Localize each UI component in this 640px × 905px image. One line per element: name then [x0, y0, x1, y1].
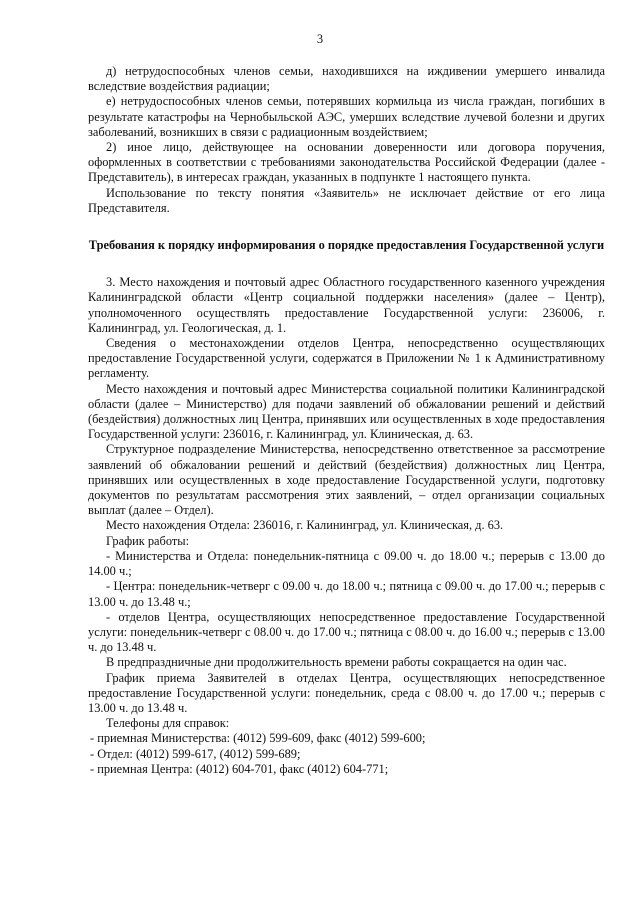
- paragraph-schedule-title: График работы:: [106, 533, 190, 548]
- phone-line: - Отдел: (4012) 599-617, (4012) 599-689;: [90, 746, 301, 761]
- paragraph-schedule-center: - Центра: понедельник-четверг с 09.00 ч. до 18.00 ч.; пятница с 09.00 ч. до 17.00 ч.; перерыв с 13.00 ч. до 13.48 ч.;: [88, 579, 605, 609]
- section-heading: Требования к порядку информирования о порядке предоставления Государственной услуги: [88, 238, 605, 253]
- document-body: [88, 64, 605, 777]
- paragraph-2: 2) иное лицо, действующее на основании доверенности или договора поручения, оформленных в соответствии с требованиями законодательства Российской Федерации (далее - Представитель), в интересах граждан, указанных в подпункте 1 настоящего пункта.: [88, 140, 605, 185]
- page-number: 3: [316, 32, 324, 46]
- phone-line: - приемная Министерства: (4012) 599-609, факс (4012) 599-600;: [90, 731, 426, 746]
- paragraph-phones-title: Телефоны для справок:: [106, 716, 230, 731]
- paragraph-svedeniya: Сведения о местонахождении отделов Центра, непосредственно осуществляющих предоставление Государственной услуги, содержатся в Приложении № 1 к Административному регламенту.: [88, 336, 605, 381]
- phone-line: - приемная Центра: (4012) 604-701, факс (4012) 604-771;: [90, 761, 389, 776]
- paragraph-otdel: Структурное подразделение Министерства, непосредственно ответственное за рассмотрение заявлений об обжаловании решений и действий (бездействия) должностных лиц Центра, принявших или осуществленных в ходе предоставление Государственной услуги, подготовку документов по результатам рассмотрения этих заявлений, – отдел организации социальных выплат (далее – Отдел).: [88, 442, 605, 518]
- paragraph-schedule-ministry: - Министерства и Отдела: понедельник-пятница с 09.00 ч. до 18.00 ч.; перерыв с 13.00 до 14.00 ч.;: [88, 548, 605, 579]
- paragraph-holiday: В предпраздничные дни продолжительность времени работы сокращается на один час.: [106, 655, 567, 670]
- paragraph-usage: Использование по тексту понятия «Заявитель» не исключает действие от его лица Представителя.: [88, 185, 605, 215]
- paragraph-otdel-address: Место нахождения Отдела: 236016, г. Калининград, ул. Клиническая, д. 63.: [106, 518, 504, 533]
- paragraph-e: е) нетрудоспособных членов семьи, потерявших кормильца из числа граждан, погибших в результате катастрофы на Чернобыльской АЭС, умерших вследствие лучевой болезни и других заболеваний, возникших в связи с радиационным воздействием;: [88, 94, 605, 139]
- paragraph-3: 3. Место нахождения и почтовый адрес Областного государственного казенного учреждения Калининградской области «Центр социальной поддержки населения» (далее – Центр), уполномоченного осуществлять предоставление Государственной услуги: 236006, г. Калининград, ул. Геологическая, д. 1.: [88, 275, 605, 335]
- paragraph-reception: График приема Заявителей в отделах Центра, осуществляющих непосредственное предоставление Государственной услуги: понедельник, среда с 08.00 ч. до 17.00 ч.; перерыв с 13.00 ч. до 13.48 ч.: [88, 670, 605, 715]
- paragraph-ministry: Место нахождения и почтовый адрес Министерства социальной политики Калининградской области (далее – Министерство) для подачи заявлений об обжаловании решений и действий (бездействия) должностных лиц Центра, принявших или осуществленных в ходе предоставления Государственной услуги: 236016, г. Калининград, ул. Клиническая, д. 63.: [88, 381, 605, 442]
- paragraph-d: д) нетрудоспособных членов семьи, находившихся на иждивении умершего инвалида вследствие воздействия радиации;: [88, 64, 605, 94]
- paragraph-schedule-departments: - отделов Центра, осуществляющих непосредственное предоставление Государственной услуги: понедельник-четверг с 08.00 ч. до 17.00 ч.; пятница с 08.00 ч. до 16.00 ч.; перерыв с 13.00 ч. до 13.48 ч.: [88, 609, 605, 655]
